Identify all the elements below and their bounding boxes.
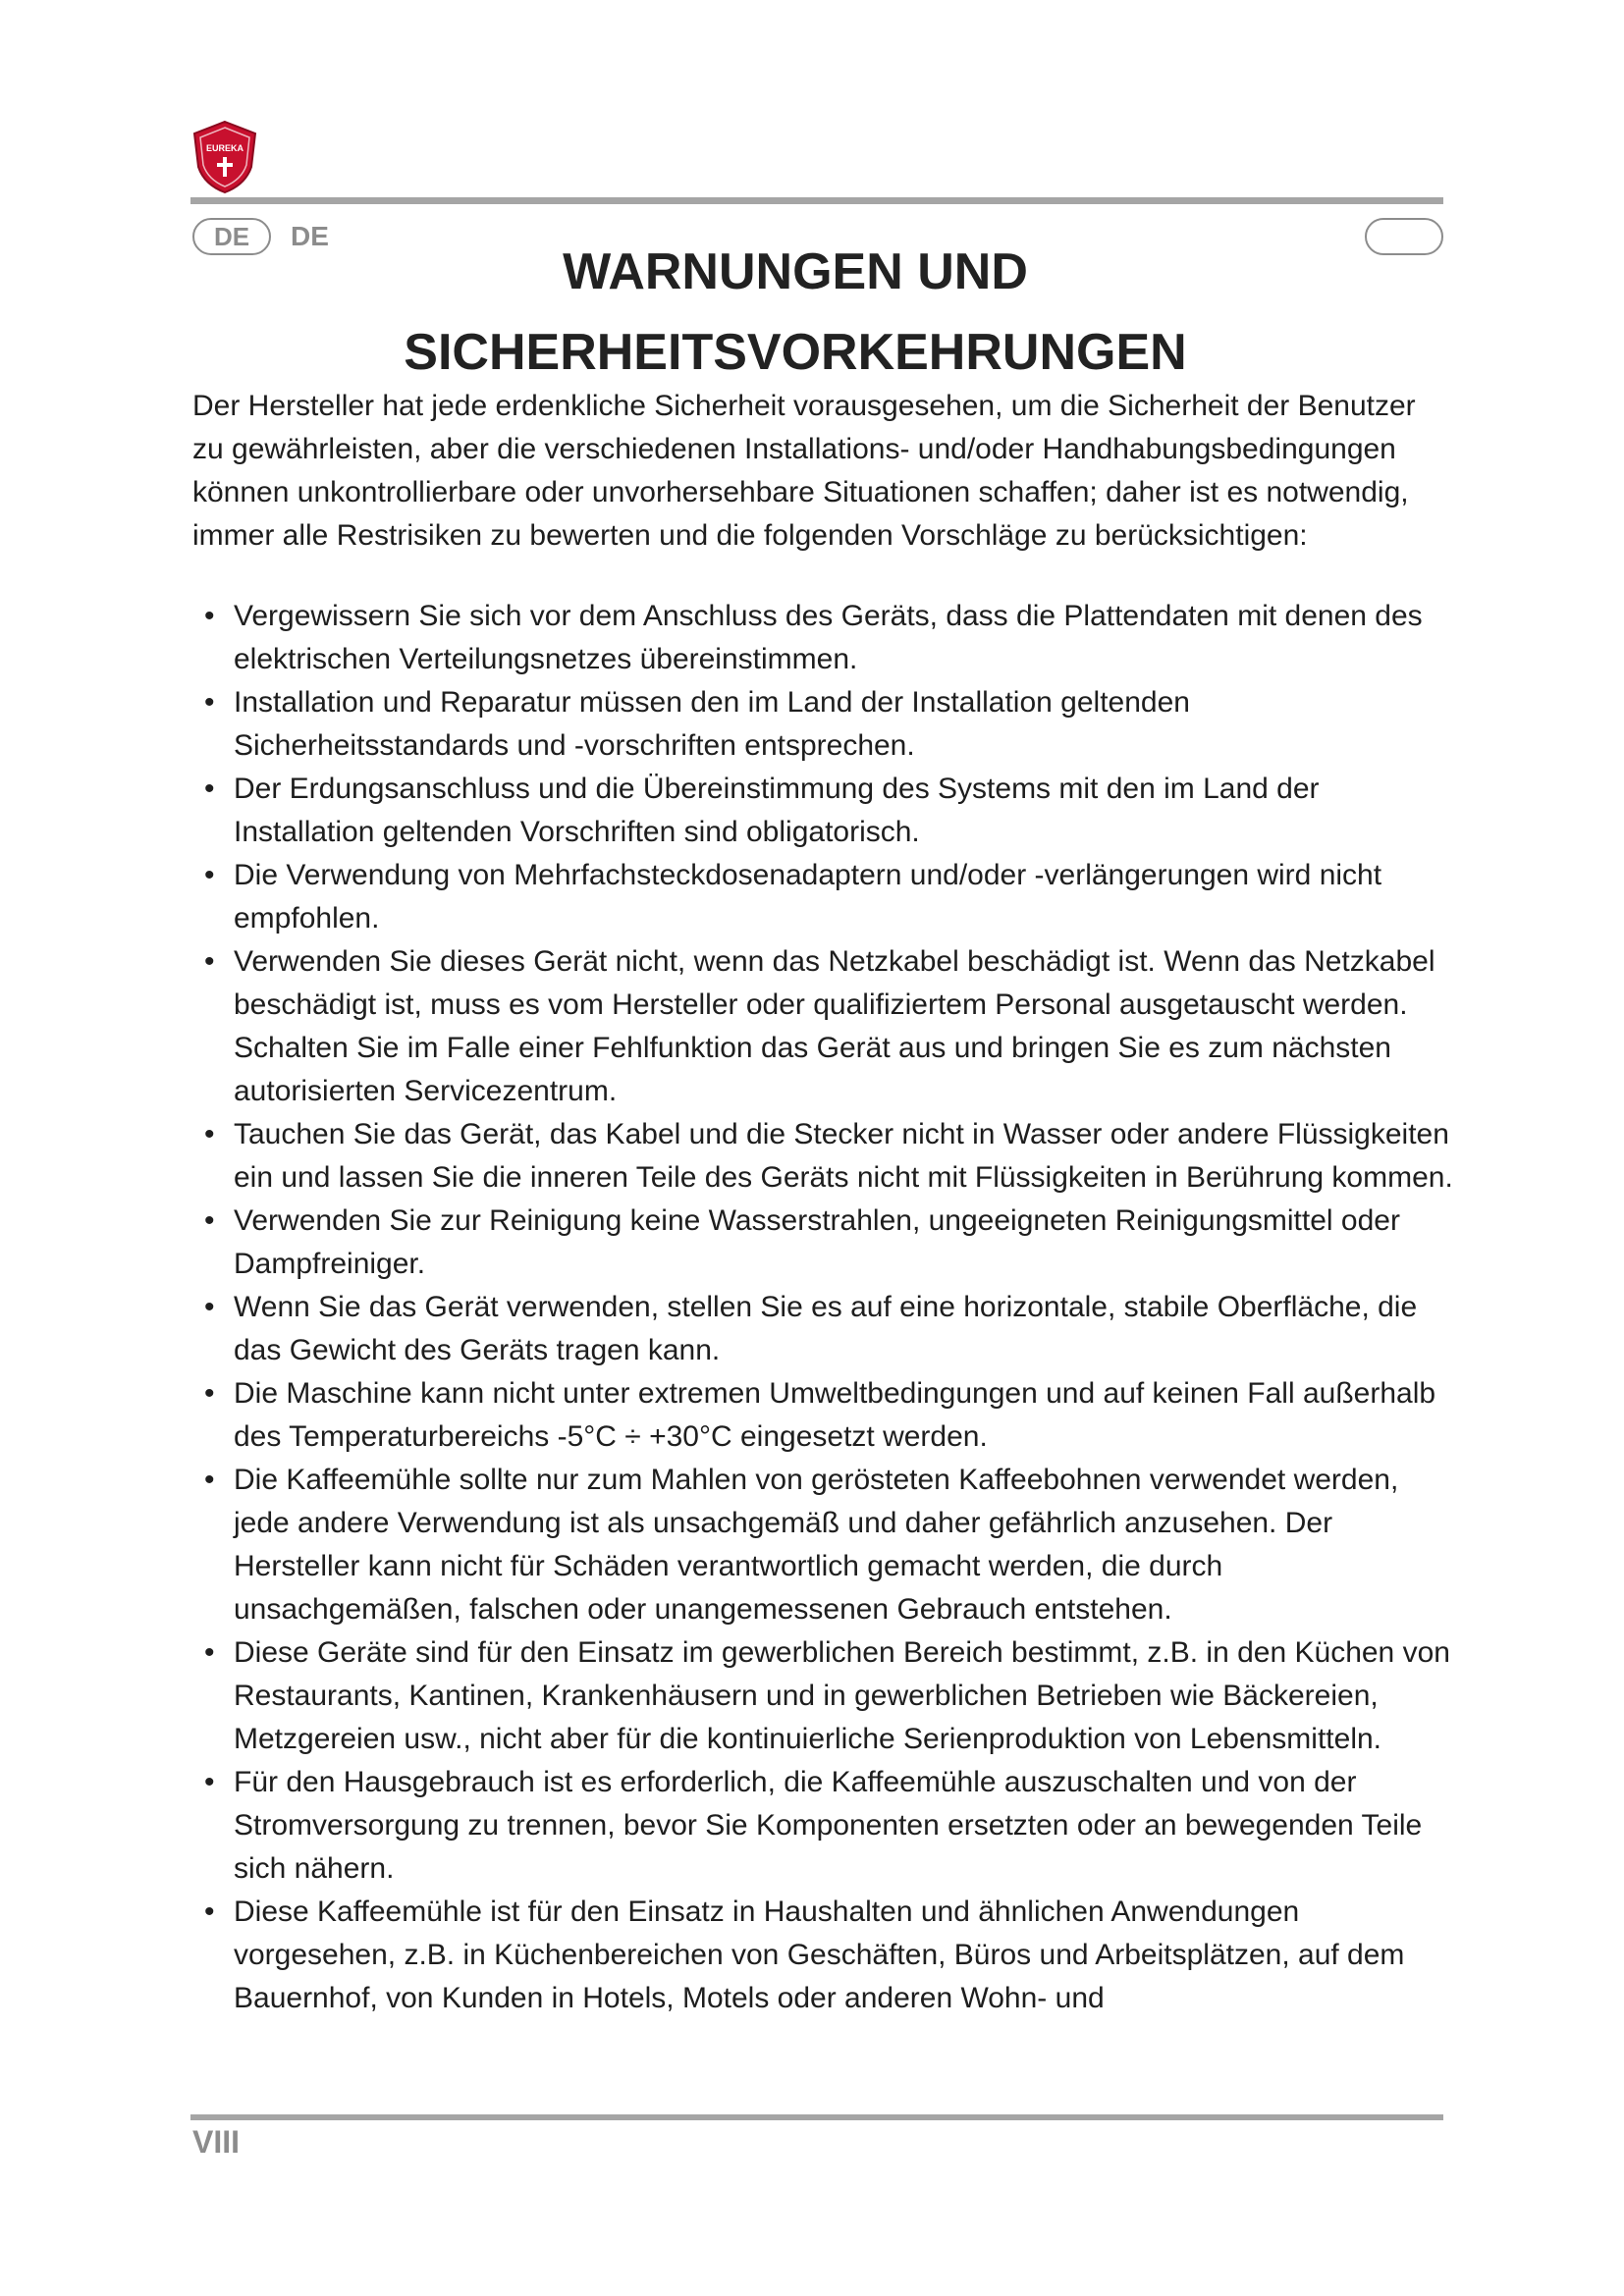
list-item [192,1286,1454,1372]
list-item [192,681,1454,768]
footer-rule [190,2114,1443,2120]
bullet-icon: • [204,1636,215,1669]
warning-list [192,595,1454,2020]
eureka-logo-icon [190,120,259,194]
list-item-text: Verwenden Sie zur Reinigung keine Wasserstrahlen, ungeeigneten Reinigungsmittel oder Dampfreiniger. [234,1204,1400,1280]
list-item-text: Die Maschine kann nicht unter extremen Umweltbedingungen und auf keinen Fall außerhalb des Temperaturbereichs -5°C ÷ +30°C eingesetzt werden. [234,1377,1436,1453]
language-badge [192,218,271,255]
page-title-line-1: WARNUNGEN UND [563,243,1028,300]
list-item [192,1200,1454,1286]
bullet-icon: • [204,1204,215,1237]
header-rule [190,197,1443,204]
language-code: DE [213,222,250,251]
list-item-text: Diese Kaffeemühle ist für den Einsatz in Haushalten und ähnlichen Anwendungen vorgesehen, z.B. in Küchenbereichen von Geschäften, Büros und Arbeitsplätzen, auf dem Bauernhof, von Kunden in Hotels, Motels oder anderen Wohn- und [234,1896,1405,2014]
list-item-text: Die Kaffeemühle sollte nur zum Mahlen von gerösteten Kaffeebohnen verwendet werden, jede andere Verwendung ist als unsachgemäß und daher gefährlich anzusehen. Der Hersteller kann nicht für Schäden verantwortlich gemacht werden, die durch unsachgemäßen, falschen oder unangemessenen Gebrauch entstehen. [234,1464,1399,1626]
list-item [192,595,1454,681]
list-item [192,1113,1454,1200]
bullet-icon: • [204,1464,215,1496]
list-item-text: Wenn Sie das Gerät verwenden, stellen Sie es auf eine horizontale, stabile Oberfläche, die das Gewicht des Geräts tragen kann. [234,1291,1418,1366]
bullet-icon: • [204,1896,215,1928]
list-item-text: Für den Hausgebrauch ist es erforderlich, die Kaffeemühle auszuschalten und von der Stromversorgung zu trennen, bevor Sie Komponenten ersetzten oder an bewegenden Teile sich nähern. [234,1766,1423,1885]
bullet-icon: • [204,1118,215,1150]
intro-paragraph: Der Hersteller hat jede erdenkliche Sicherheit vorausgesehen, um die Sicherheit der Benutzer zu gewährleisten, aber die verschiedenen Installations- und/oder Handhabungsbedingungen können unkontrollierbare oder unvorhersehbare Situationen schaffen; daher ist es notwendig, immer alle Restrisiken zu bewerten und die folgenden Vorschläge zu berücksichtigen: [192,390,1416,552]
list-item-text: Verwenden Sie dieses Gerät nicht, wenn das Netzkabel beschädigt ist. Wenn das Netzkabel beschädigt ist, muss es vom Hersteller oder qualifiziertem Personal ausgetauscht werden. Schalten Sie im Falle einer Fehlfunktion das Gerät aus und bringen Sie es zum nächsten autorisierten Servicezentrum. [234,945,1435,1107]
empty-language-badge [1365,218,1443,255]
logo-text: EUREKA [205,143,244,153]
bullet-icon: • [204,773,215,805]
language-label: DE [291,221,329,251]
list-item [192,1761,1454,1891]
list-item [192,1631,1454,1761]
list-item-text: Vergewissern Sie sich vor dem Anschluss des Geräts, dass die Plattendaten mit denen des elektrischen Verteilungsnetzes übereinstimmen. [234,600,1423,675]
list-item [192,940,1454,1113]
page-number: VIII [192,2124,241,2160]
list-item-text: Diese Geräte sind für den Einsatz im gewerblichen Bereich bestimmt, z.B. in den Küchen von Restaurants, Kantinen, Krankenhäusern und in gewerblichen Betrieben wie Bäckereien, Metzgereien usw., nicht aber für die kontinuierliche Serienproduktion von Lebensmitteln. [234,1636,1450,1755]
list-item-text: Der Erdungsanschluss und die Übereinstimmung des Systems mit den im Land der Installation geltenden Vorschriften sind obligatorisch. [234,773,1320,848]
page-title-line-2: SICHERHEITSVORKEHRUNGEN [404,324,1187,381]
bullet-icon: • [204,859,215,891]
list-item [192,768,1454,854]
list-item-text: Die Verwendung von Mehrfachsteckdosenadaptern und/oder -verlängerungen wird nicht empfohlen. [234,859,1382,934]
list-item [192,1372,1454,1459]
bullet-icon: • [204,1377,215,1410]
bullet-icon: • [204,686,215,719]
bullet-icon: • [204,600,215,632]
list-item [192,854,1454,940]
bullet-icon: • [204,945,215,978]
list-item [192,1891,1454,2020]
list-item [192,1459,1454,1631]
bullet-icon: • [204,1766,215,1798]
page-title [295,232,1296,393]
list-item-text: Installation und Reparatur müssen den im Land der Installation geltenden Sicherheitsstandards und -vorschriften entsprechen. [234,686,1190,762]
list-item-text: Tauchen Sie das Gerät, das Kabel und die Stecker nicht in Wasser oder andere Flüssigkeiten ein und lassen Sie die inneren Teile des Geräts nicht mit Flüssigkeiten in Berührung kommen. [234,1118,1453,1194]
bullet-icon: • [204,1291,215,1323]
